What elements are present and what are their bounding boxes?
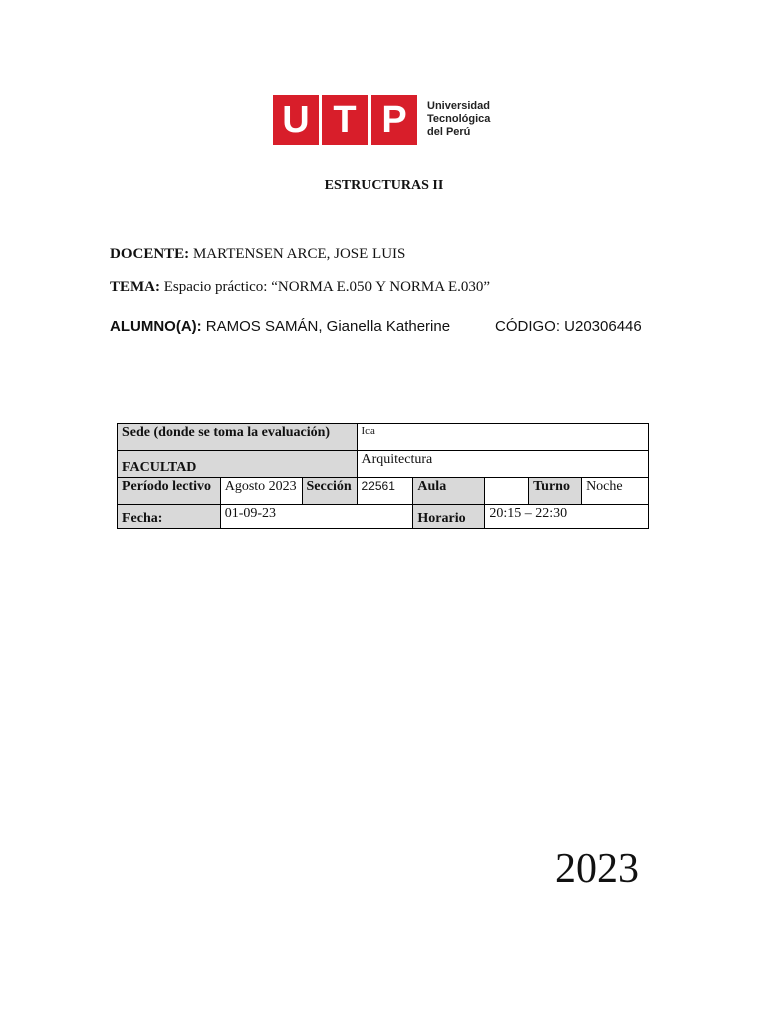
sede-value: Ica (357, 424, 649, 451)
logo-letter-t: T (322, 95, 371, 145)
alumno-value: RAMOS SAMÁN, Gianella Katherine (201, 318, 451, 335)
turno-value: Noche (582, 478, 649, 505)
alumno-label: ALUMNO(A): (110, 318, 202, 335)
utp-logo-mark (273, 95, 417, 145)
table-row (118, 424, 649, 451)
tema-line (110, 279, 490, 296)
facultad-label: FACULTAD (118, 451, 358, 478)
evaluation-info-table (117, 423, 649, 529)
horario-value: 20:15 – 22:30 (485, 505, 649, 529)
logo-word-3: del Perú (427, 126, 471, 138)
horario-label: Horario (413, 505, 485, 529)
seccion-label: Sección (302, 478, 357, 505)
logo-letter-p: P (381, 99, 407, 141)
table-row (118, 478, 649, 505)
table-row (118, 505, 649, 529)
periodo-label: Período lectivo (118, 478, 221, 505)
utp-logo (273, 88, 497, 154)
fecha-label: Fecha: (118, 505, 221, 529)
logo-word-1: Universidad (427, 100, 490, 112)
seccion-value: 22561 (357, 478, 413, 505)
docente-value: MARTENSEN ARCE, JOSE LUIS (189, 246, 406, 262)
utp-logo-wordmark (427, 100, 490, 139)
tema-label: TEMA: (110, 279, 160, 295)
year-text: 2023 (555, 846, 639, 892)
codigo-text: CÓDIGO: U20306446 (495, 318, 642, 335)
course-title: ESTRUCTURAS II (324, 178, 444, 193)
logo-word-2: Tecnológica (427, 113, 491, 125)
facultad-value: Arquitectura (357, 451, 649, 478)
logo-letter-u: U (273, 95, 322, 145)
fecha-value: 01-09-23 (220, 505, 413, 529)
alumno-line (110, 318, 450, 335)
table-row (118, 451, 649, 478)
aula-label: Aula (413, 478, 485, 505)
aula-value (485, 478, 529, 505)
sede-label: Sede (donde se toma la evaluación) (118, 424, 358, 451)
docente-label: DOCENTE: (110, 246, 190, 262)
tema-value: Espacio práctico: “NORMA E.050 Y NORMA E.030” (160, 279, 491, 295)
docente-line (110, 246, 405, 263)
turno-label: Turno (529, 478, 582, 505)
periodo-value: Agosto 2023 (220, 478, 302, 505)
